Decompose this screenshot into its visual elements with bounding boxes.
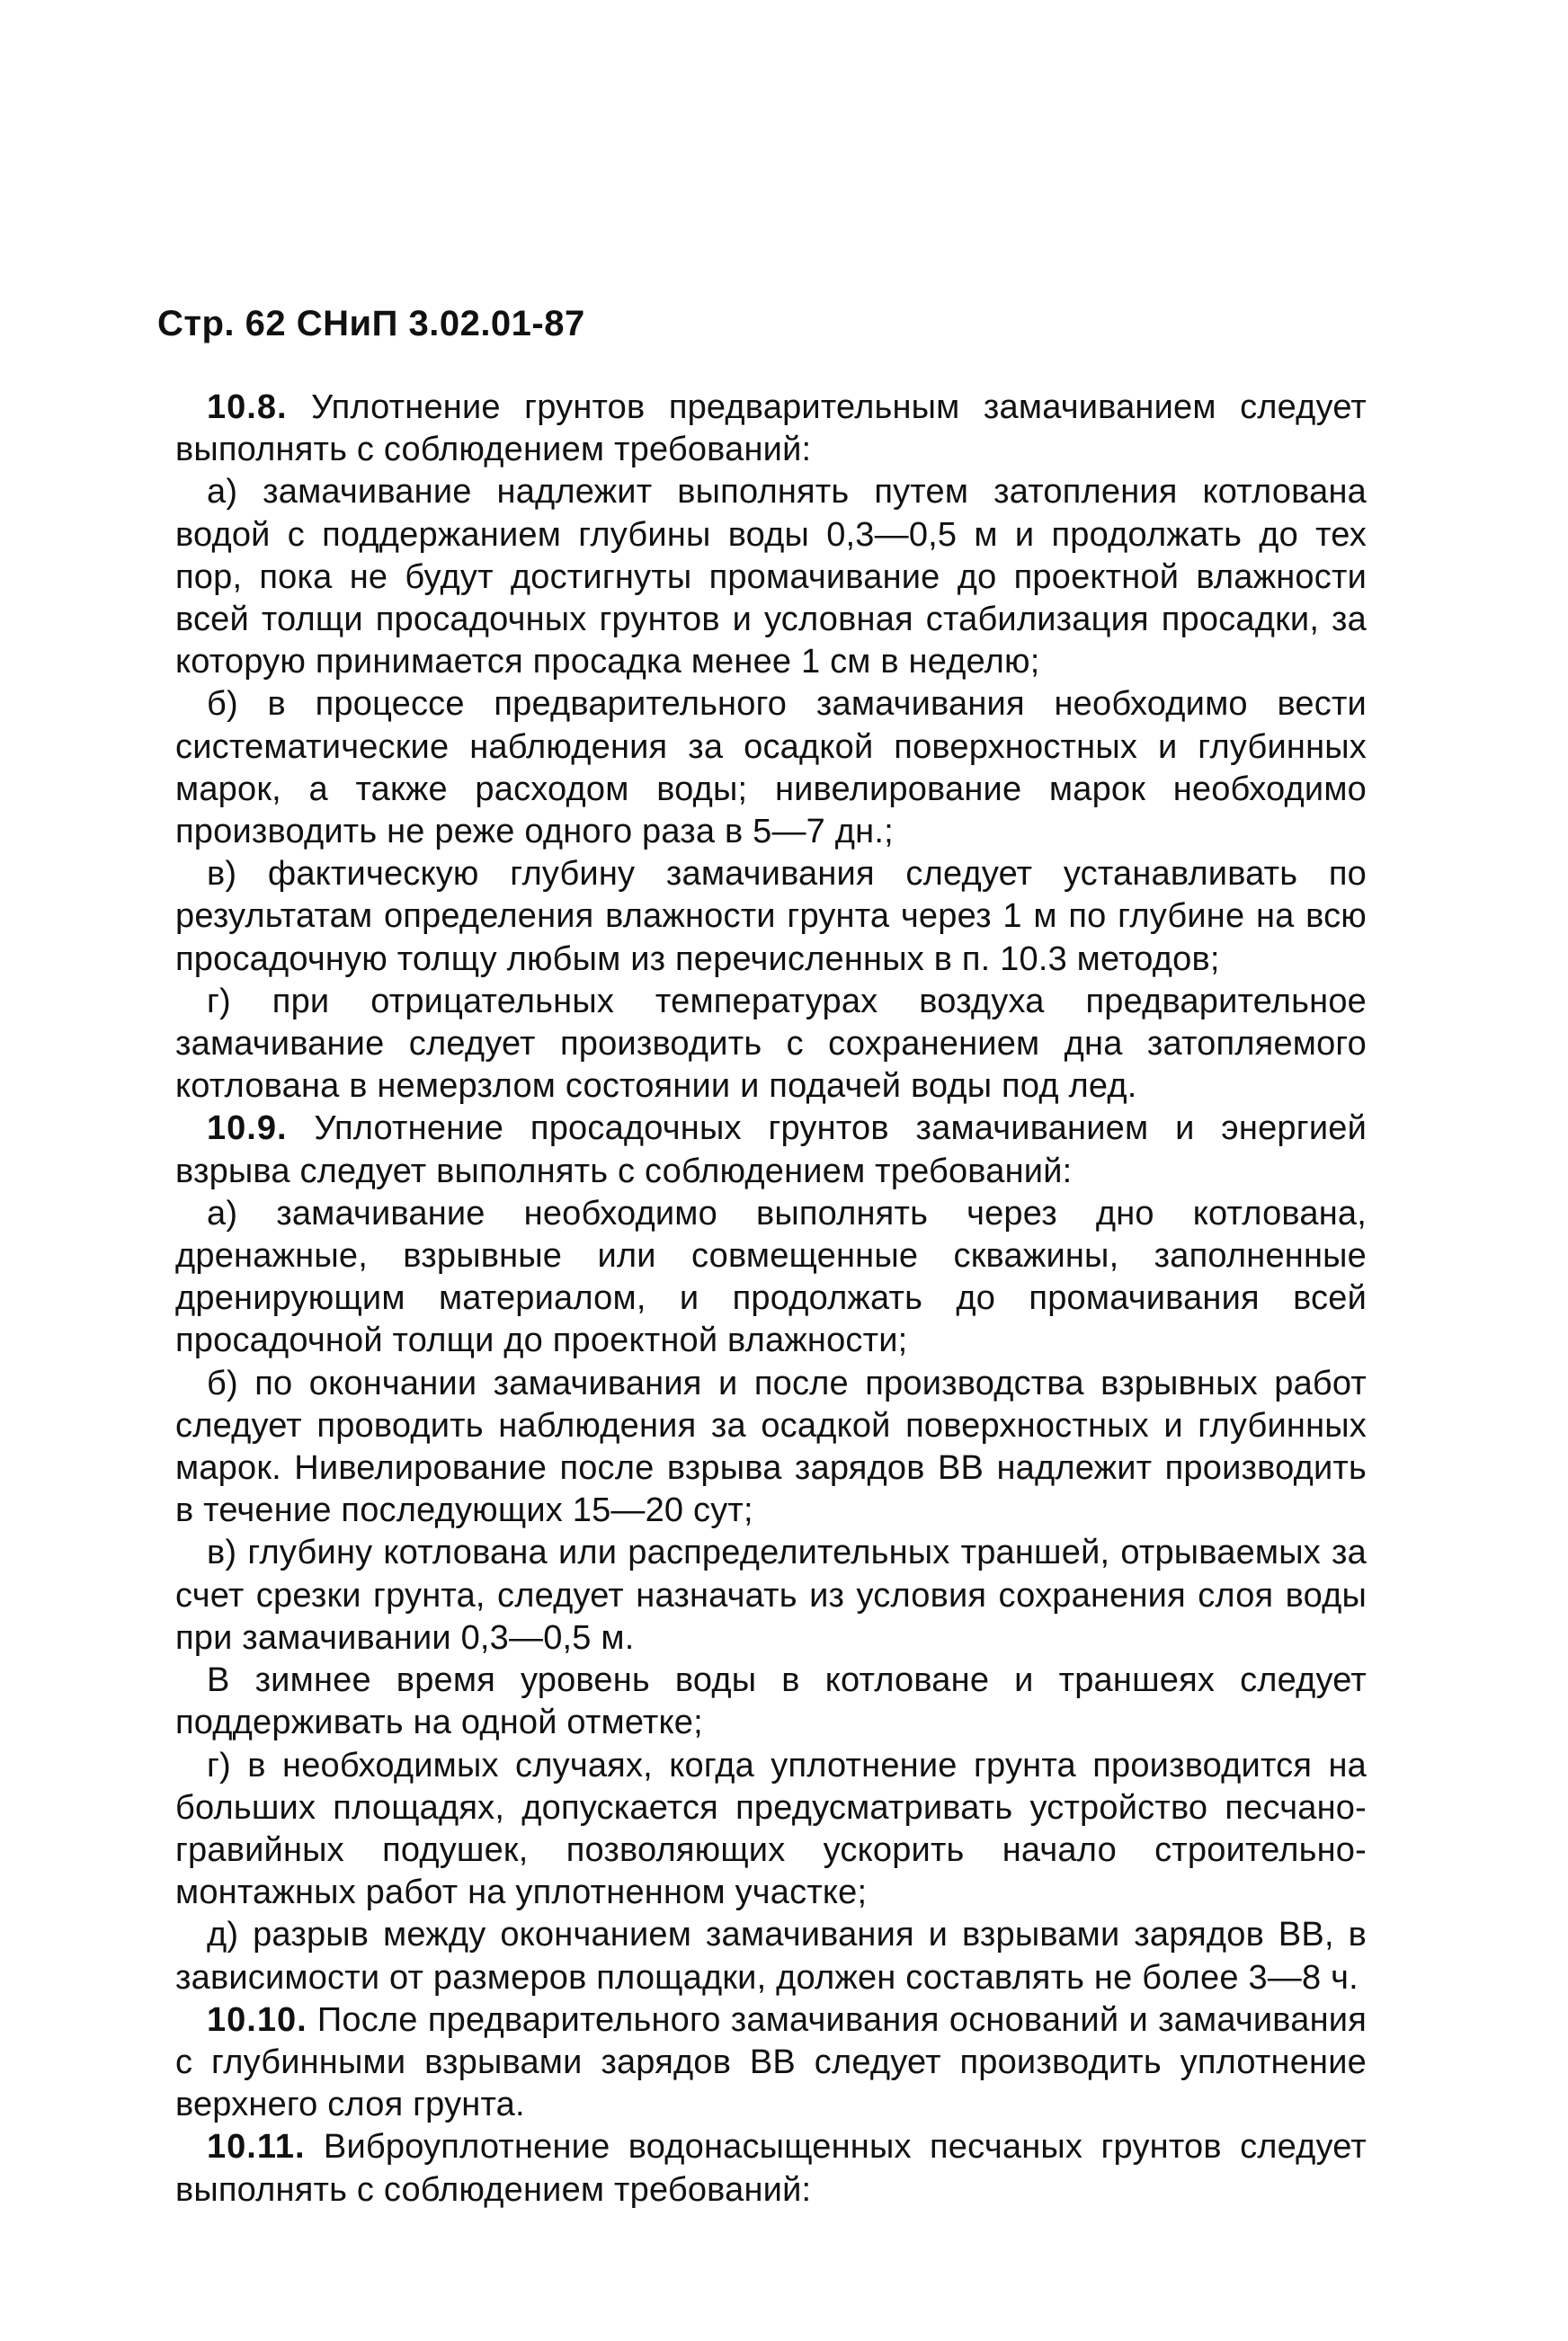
- paragraph-10-10: [175, 1999, 1367, 2127]
- list-item: б) в процессе предварительного замачивания необходимо вести систематические наблюдения за осадкой поверхностных и глубинных марок, а также расходом воды; нивелирование марок необходимо производить не реже одного раза в 5—7 дн.;: [175, 685, 1367, 851]
- list-item: б) по окончании замачивания и после производства взрывных работ следует проводить наблюдения за осадкой поверхностных и глубинных марок. Нивелирование после взрыва зарядов ВВ надлежит производить в течение последующих 15—20 сут;: [175, 1364, 1367, 1530]
- clause-number: 10.8.: [207, 388, 288, 426]
- paragraph-10-9: [175, 1108, 1367, 1192]
- clause-number: 10.9.: [207, 1109, 288, 1148]
- paragraph-10-11: [175, 2126, 1367, 2211]
- list-item: г) при отрицательных температурах воздуха предварительное замачивание следует производить с сохранением дна затопляемого котлована в немерзлом состоянии и подачей воды под лед.: [175, 982, 1367, 1106]
- page-header: Стр. 62 СНиП 3.02.01-87: [157, 304, 585, 343]
- paragraph-10-8: [175, 387, 1367, 471]
- clause-number: 10.11.: [207, 2128, 306, 2167]
- paragraph-text: Уплотнение грунтов предварительным замачиванием следует выполнять с соблюдением требований:: [175, 388, 1367, 469]
- list-item: в) фактическую глубину замачивания следует устанавливать по результатам определения влажности грунта через 1 м по глубине на всю просадочную толщу любым из перечисленных в п. 10.3 методов;: [175, 855, 1367, 978]
- list-item: г) в необходимых случаях, когда уплотнение грунта производится на больших площадях, допускается предусматривать устройство песчано-гравийных подушек, позволяющих ускорить начало строительно-монтажных работ на уплотненном участке;: [175, 1746, 1367, 1912]
- list-item: а) замачивание надлежит выполнять путем затопления котлована водой с поддержанием глубины воды 0,3—0,5 м и продолжать до тех пор, пока не будут достигнуты промачивание до проектной влажности всей толщи просадочных грунтов и условная стабилизация просадки, за которую принимается просадка менее 1 см в неделю;: [175, 473, 1367, 681]
- clause-number: 10.10.: [207, 2000, 307, 2039]
- paragraph-text: Уплотнение просадочных грунтов замачиванием и энергией взрыва следует выполнять с соблюдением требований:: [175, 1109, 1368, 1190]
- list-item: д) разрыв между окончанием замачивания и взрывами зарядов ВВ, в зависимости от размеров площадки, должен составлять не более 3—8 ч.: [175, 1916, 1367, 1997]
- document-body: [175, 387, 1367, 2212]
- list-item: а) замачивание необходимо выполнять через дно котлована, дренажные, взрывные или совмещенные скважины, заполненные дренирующим материалом, и продолжать до промачивания всей просадочной толщи до проектной влажности;: [175, 1194, 1367, 1360]
- note-paragraph: В зимнее время уровень воды в котловане и траншеях следует поддерживать на одной отметке;: [175, 1661, 1367, 1742]
- paragraph-text: Виброуплотнение водонасыщенных песчаных грунтов следует выполнять с соблюдением требований:: [175, 2128, 1367, 2209]
- list-item: в) глубину котлована или распределительных траншей, отрываемых за счет срезки грунта, следует назначать из условия сохранения слоя воды при замачивании 0,3—0,5 м.: [175, 1534, 1367, 1657]
- paragraph-text: После предварительного замачивания оснований и замачивания с глубинными взрывами зарядов ВВ следует производить уплотнение верхнего слоя грунта.: [175, 2000, 1367, 2124]
